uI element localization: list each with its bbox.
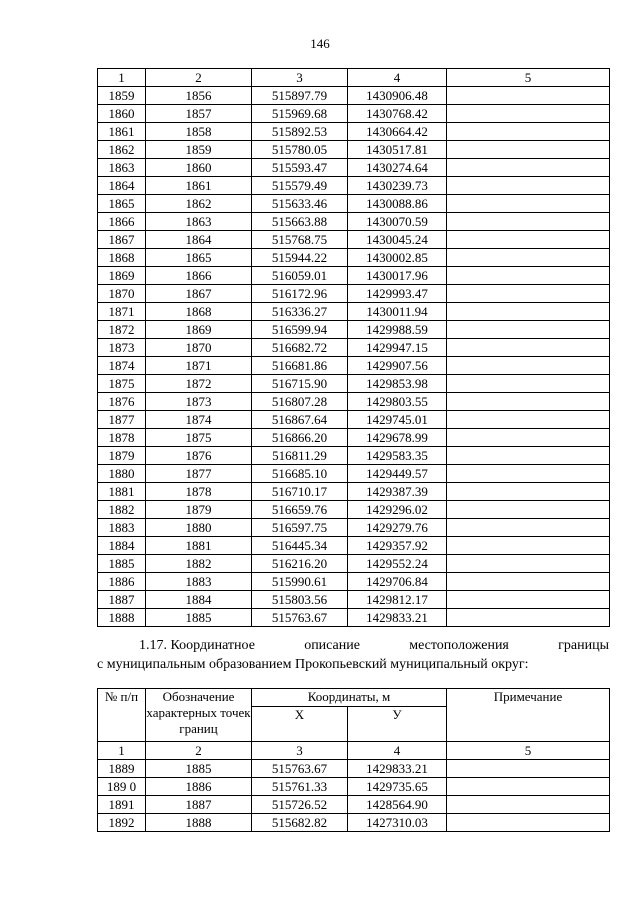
table-cell: 1430517.81 [348,141,447,159]
table-cell: 1430906.48 [348,87,447,105]
table-cell [447,591,610,609]
table-row [98,339,610,357]
table-cell [447,267,610,285]
table-cell: 515593.47 [252,159,348,177]
table-row [98,393,610,411]
table-cell: 3 [252,742,348,760]
table-cell [447,123,610,141]
table-row [98,87,610,105]
table-cell: 1858 [146,123,252,141]
table-cell: 1867 [146,285,252,303]
table-cell: 516172.96 [252,285,348,303]
table-cell: 516216.20 [252,555,348,573]
table-cell: 1873 [146,393,252,411]
table-cell [447,537,610,555]
table-cell: 516599.94 [252,321,348,339]
table-row [98,141,610,159]
table-cell [447,177,610,195]
table-cell: 515579.49 [252,177,348,195]
table-row [98,321,610,339]
table-cell [447,411,610,429]
header-coordinates: Координаты, м [252,689,447,707]
table-cell: 516059.01 [252,267,348,285]
table-cell: 1886 [98,573,146,591]
table-row [98,357,610,375]
table-row [98,573,610,591]
header-num: № п/п [98,689,146,742]
table-cell [447,796,610,814]
section-heading-word: 1.17. Координатное [139,638,255,653]
table-cell [447,393,610,411]
table-cell: 1880 [98,465,146,483]
table-cell: 516811.29 [252,447,348,465]
table-cell: 515761.33 [252,778,348,796]
table-cell [447,555,610,573]
table-cell: 1877 [146,465,252,483]
table-cell: 1862 [98,141,146,159]
table-cell: 1859 [98,87,146,105]
table-row [98,555,610,573]
table-cell: 1885 [146,609,252,627]
table-row [98,760,610,778]
table-cell: 515633.46 [252,195,348,213]
table-row [98,609,610,627]
table-row [98,159,610,177]
table-row [98,231,610,249]
table-cell: 1860 [146,159,252,177]
section-heading-word: описание [304,638,360,653]
table-cell: 1878 [98,429,146,447]
table-cell [447,519,610,537]
table-cell: 1429907.56 [348,357,447,375]
table-row [98,483,610,501]
table-cell [447,141,610,159]
table-cell: 1428564.90 [348,796,447,814]
table-cell: 1857 [146,105,252,123]
table-cell: 516867.64 [252,411,348,429]
table-row [98,105,610,123]
section-heading [97,636,609,674]
table-row [98,195,610,213]
table-cell: 515780.05 [252,141,348,159]
table-cell: 1 [98,69,146,87]
table-cell: 1860 [98,105,146,123]
table-cell: 1885 [146,760,252,778]
table-cell [447,159,610,177]
table-cell [447,465,610,483]
table-cell: 515944.22 [252,249,348,267]
table-cell: 1429552.24 [348,555,447,573]
table-cell: 1869 [146,321,252,339]
table-cell: 1429296.02 [348,501,447,519]
table-row [98,375,610,393]
section-heading-word: границы [558,638,609,653]
table-index-row [98,742,610,760]
table-cell: 2 [146,742,252,760]
table-cell: 1427310.03 [348,814,447,832]
table-cell: 1429833.21 [348,609,447,627]
table-cell: 516685.10 [252,465,348,483]
table-cell: 1879 [98,447,146,465]
table-cell [447,483,610,501]
table-cell: 515892.53 [252,123,348,141]
table-cell: 1429387.39 [348,483,447,501]
table-row [98,303,610,321]
table-cell: 1868 [146,303,252,321]
table-cell: 1861 [146,177,252,195]
table-cell [447,87,610,105]
table-cell: 1871 [98,303,146,321]
table-cell: 1875 [146,429,252,447]
table-cell [447,357,610,375]
table-cell [447,760,610,778]
table-cell: 1865 [98,195,146,213]
table-row [98,465,610,483]
table-cell: 1429803.55 [348,393,447,411]
table-cell: 1870 [98,285,146,303]
table-row [98,814,610,832]
table-cell: 5 [447,69,610,87]
table-cell: 515990.61 [252,573,348,591]
table-cell: 1865 [146,249,252,267]
table-cell: 1867 [98,231,146,249]
table-cell: 1429745.01 [348,411,447,429]
table-cell: 1888 [98,609,146,627]
table-row [98,213,610,231]
table-cell: 1866 [98,213,146,231]
table-cell: 1429988.59 [348,321,447,339]
table-cell: 1884 [98,537,146,555]
table-cell: 1429812.17 [348,591,447,609]
boundary-coordinates-table [97,688,610,832]
header-note: Примечание [447,689,610,742]
table-cell: 1861 [98,123,146,141]
table-cell: 1883 [98,519,146,537]
section-heading-line1 [97,636,609,655]
header-x: Х [252,707,348,742]
table-cell [447,429,610,447]
header-designation: Обозначение характерных точек границ [146,689,252,742]
table-cell: 516659.76 [252,501,348,519]
table-row [98,501,610,519]
table-row [98,447,610,465]
table-cell: 1877 [98,411,146,429]
table-cell: 1429357.92 [348,537,447,555]
table-row [98,591,610,609]
table-row [98,249,610,267]
table-cell: 1430017.96 [348,267,447,285]
table-cell: 1872 [146,375,252,393]
table-cell: 189 0 [98,778,146,796]
table-cell: 1883 [146,573,252,591]
table-row [98,778,610,796]
table-cell: 4 [348,742,447,760]
table-cell: 516715.90 [252,375,348,393]
table-row [98,537,610,555]
table-row [98,429,610,447]
table-cell: 1889 [98,760,146,778]
table-cell: 1430664.42 [348,123,447,141]
section-heading-line2: с муниципальным образованием Прокопьевский муниципальный округ: [97,657,529,672]
table-cell [447,213,610,231]
table-cell: 1864 [146,231,252,249]
page-number: 146 [310,36,330,51]
table-cell [447,105,610,123]
table-cell: 1882 [98,501,146,519]
table-cell: 1886 [146,778,252,796]
table-cell: 515897.79 [252,87,348,105]
table-cell: 1856 [146,87,252,105]
table-cell: 1430239.73 [348,177,447,195]
table-row [98,123,610,141]
table-cell: 1429993.47 [348,285,447,303]
table-cell: 1430070.59 [348,213,447,231]
table-cell: 1429833.21 [348,760,447,778]
table-cell: 1882 [146,555,252,573]
table-cell: 1878 [146,483,252,501]
boundary-points-table [97,68,610,627]
table-cell: 2 [146,69,252,87]
table-cell [447,339,610,357]
table-cell: 1885 [98,555,146,573]
table-cell [447,231,610,249]
table-cell: 1429678.99 [348,429,447,447]
table-cell [447,501,610,519]
table-cell: 516445.34 [252,537,348,555]
table-cell: 515763.67 [252,760,348,778]
table-cell [447,814,610,832]
table-cell: 1429449.57 [348,465,447,483]
table-cell: 1864 [98,177,146,195]
table-cell: 1887 [98,591,146,609]
table-cell [447,573,610,591]
table-cell: 1879 [146,501,252,519]
table-cell: 515763.67 [252,609,348,627]
table-cell: 1862 [146,195,252,213]
table-cell: 1881 [98,483,146,501]
table-cell: 1892 [98,814,146,832]
table-row [98,519,610,537]
table-cell: 1429947.15 [348,339,447,357]
table-cell: 1863 [146,213,252,231]
table-cell: 515803.56 [252,591,348,609]
table-cell [447,609,610,627]
table-cell: 1430011.94 [348,303,447,321]
header-y: У [348,707,447,742]
table-cell: 1866 [146,267,252,285]
table-cell [447,321,610,339]
table-cell: 516807.28 [252,393,348,411]
table-cell: 1876 [98,393,146,411]
table-cell: 1429583.35 [348,447,447,465]
table-cell: 516710.17 [252,483,348,501]
table-row [98,285,610,303]
table-cell [447,195,610,213]
table-cell: 515682.82 [252,814,348,832]
table-cell [447,778,610,796]
table-cell: 4 [348,69,447,87]
table-cell: 515726.52 [252,796,348,814]
table-cell: 1873 [98,339,146,357]
table-cell [447,303,610,321]
table-cell: 1430274.64 [348,159,447,177]
table-cell [447,447,610,465]
table-cell: 1884 [146,591,252,609]
table-cell: 1875 [98,375,146,393]
table-cell: 1871 [146,357,252,375]
table-header-row [98,69,610,87]
table-cell: 515969.68 [252,105,348,123]
table-cell: 1868 [98,249,146,267]
table-cell: 1429735.65 [348,778,447,796]
table-cell [447,249,610,267]
table-cell: 1872 [98,321,146,339]
table-cell: 1859 [146,141,252,159]
table-cell: 515768.75 [252,231,348,249]
table-cell: 1429706.84 [348,573,447,591]
table-row [98,267,610,285]
table-row [98,796,610,814]
table-cell: 1430768.42 [348,105,447,123]
table-cell: 1429279.76 [348,519,447,537]
table-cell: 1863 [98,159,146,177]
table-cell: 1 [98,742,146,760]
table-cell: 1430088.86 [348,195,447,213]
table-cell: 1430002.85 [348,249,447,267]
table-cell: 1876 [146,447,252,465]
table-cell: 1874 [146,411,252,429]
table-cell [447,375,610,393]
table-cell: 1429853.98 [348,375,447,393]
table-cell: 1870 [146,339,252,357]
table-cell: 1887 [146,796,252,814]
table-cell: 1891 [98,796,146,814]
table-cell: 516682.72 [252,339,348,357]
table-cell: 1430045.24 [348,231,447,249]
table-cell: 1881 [146,537,252,555]
table-cell: 516336.27 [252,303,348,321]
table-cell: 516866.20 [252,429,348,447]
table-cell: 1869 [98,267,146,285]
table-cell: 1874 [98,357,146,375]
table-cell: 1888 [146,814,252,832]
table-cell: 5 [447,742,610,760]
section-heading-word: местоположения [409,638,509,653]
table-cell: 516597.75 [252,519,348,537]
table-cell: 3 [252,69,348,87]
table-header-row [98,689,610,707]
table-cell: 516681.86 [252,357,348,375]
table-row [98,177,610,195]
table-cell: 1880 [146,519,252,537]
table-cell: 515663.88 [252,213,348,231]
table-row [98,411,610,429]
table-cell [447,285,610,303]
